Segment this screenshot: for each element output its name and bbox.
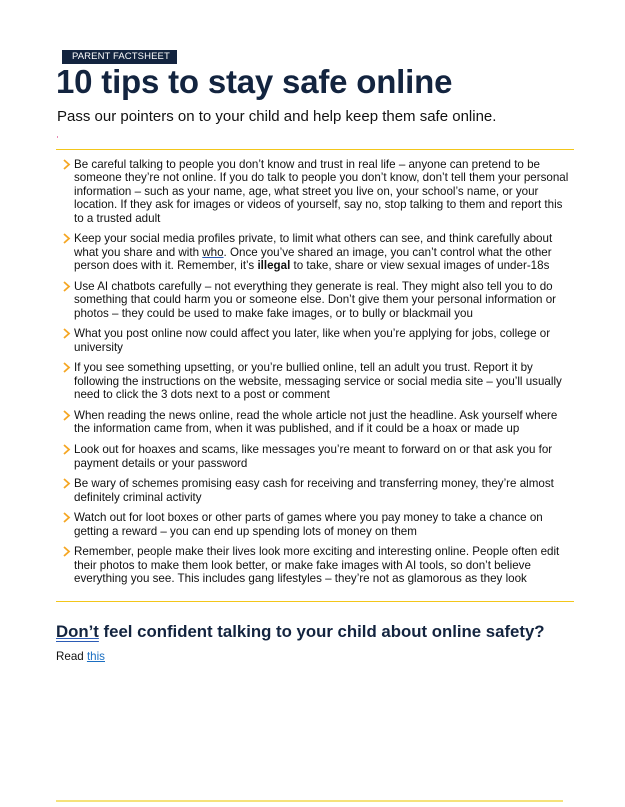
tip-text: Watch out for loot boxes or other parts of games where you pay money to take a chance on getting a reward – you can end up spending lots of money on them [74,511,543,538]
tip-text: If you see something upsetting, or you’re bullied online, tell an adult you trust. Report it by following the instructions on the website, messaging service or social media site – you’ll usually need to click the 3 dots next to a post or comment [74,361,562,402]
tip-text-part: Keep your social media profiles private, to limit what others can see, and think carefully about what you share and with [74,232,553,259]
tip-underlined-word: who [202,245,224,259]
chevron-right-icon [62,444,71,455]
tip-text: When reading the news online, read the whole article not just the headline. Ask yourself where the information came from, when it was published, and if it could be a hoax or made up [74,408,558,436]
chevron-right-icon [62,233,71,244]
tip-item [60,280,570,320]
chevron-right-icon [62,328,71,339]
page-title: 10 tips to stay safe online [56,63,453,100]
chevron-right-icon [62,410,71,421]
divider-top [56,149,574,150]
tip-item [60,327,570,354]
chevron-right-icon [62,478,71,489]
tip-item [60,511,570,538]
chevron-right-icon [62,362,71,373]
tip-text: What you post online now could affect you later, like when you’re applying for jobs, college or university [74,327,551,354]
tip-text: Look out for hoaxes and scams, like messages you’re meant to forward on or that ask you for payment details or your password [74,443,553,470]
chevron-right-icon [62,546,71,557]
stray-mark [57,136,58,138]
read-prefix: Read [56,650,87,663]
tip-text: Use AI chatbots carefully – not everything they generate is real. They might also tell you to do something that could harm you or someone else. Don’t give them your personal information or photos – they could be used to make fake images, or to bully or blackmail you [74,279,557,320]
tip-text: Be careful talking to people you don’t know and trust in real life – anyone can pretend to be someone they’re not online. If you do talk to people you don’t know, don’t tell them your personal information – such as your name, age, what street you live on, your school’s name, or your location. If they ask for images or videos of yourself, say no, stop talking to them and report this to a trusted adult [74,158,569,225]
factsheet-badge: PARENT FACTSHEET [62,50,177,64]
divider-middle [56,601,574,602]
tip-item [60,232,570,272]
tip-text: Be wary of schemes promising easy cash for receiving and transferring money, they’re almost definitely criminal activity [74,477,554,504]
tip-item [60,545,570,585]
tip-item [60,409,570,436]
page-subtitle: Pass our pointers on to your child and help keep them safe online. [57,108,497,125]
tip-text: Remember, people make their lives look more exciting and interesting online. People often edit their photos to make them look better, or make fake images with AI tools, so don’t believe everything you see. This includes gang lifestyles – they’re not as glamorous as they look [74,545,560,586]
tips-list [60,158,570,593]
chevron-right-icon [62,512,71,523]
read-line [56,650,105,663]
cta-heading [56,622,545,642]
tip-item [60,443,570,470]
tip-text-part: to take, share or view sexual images of under-18s [290,259,550,273]
tip-item [60,477,570,504]
tip-item [60,361,570,401]
tip-bold-word: illegal [257,259,291,273]
cta-heading-rest: feel confident talking to your child about online safety? [98,622,545,641]
divider-bottom [56,800,563,802]
tip-text-part: . Once you’ve shared an image, you can’t control what the other person does with it. Remember, it’s [74,245,552,273]
tip-item [60,158,570,225]
chevron-right-icon [62,159,71,170]
read-this-link[interactable]: this [86,650,105,663]
cta-heading-first-word: Don’t [56,622,99,641]
chevron-right-icon [62,281,71,292]
